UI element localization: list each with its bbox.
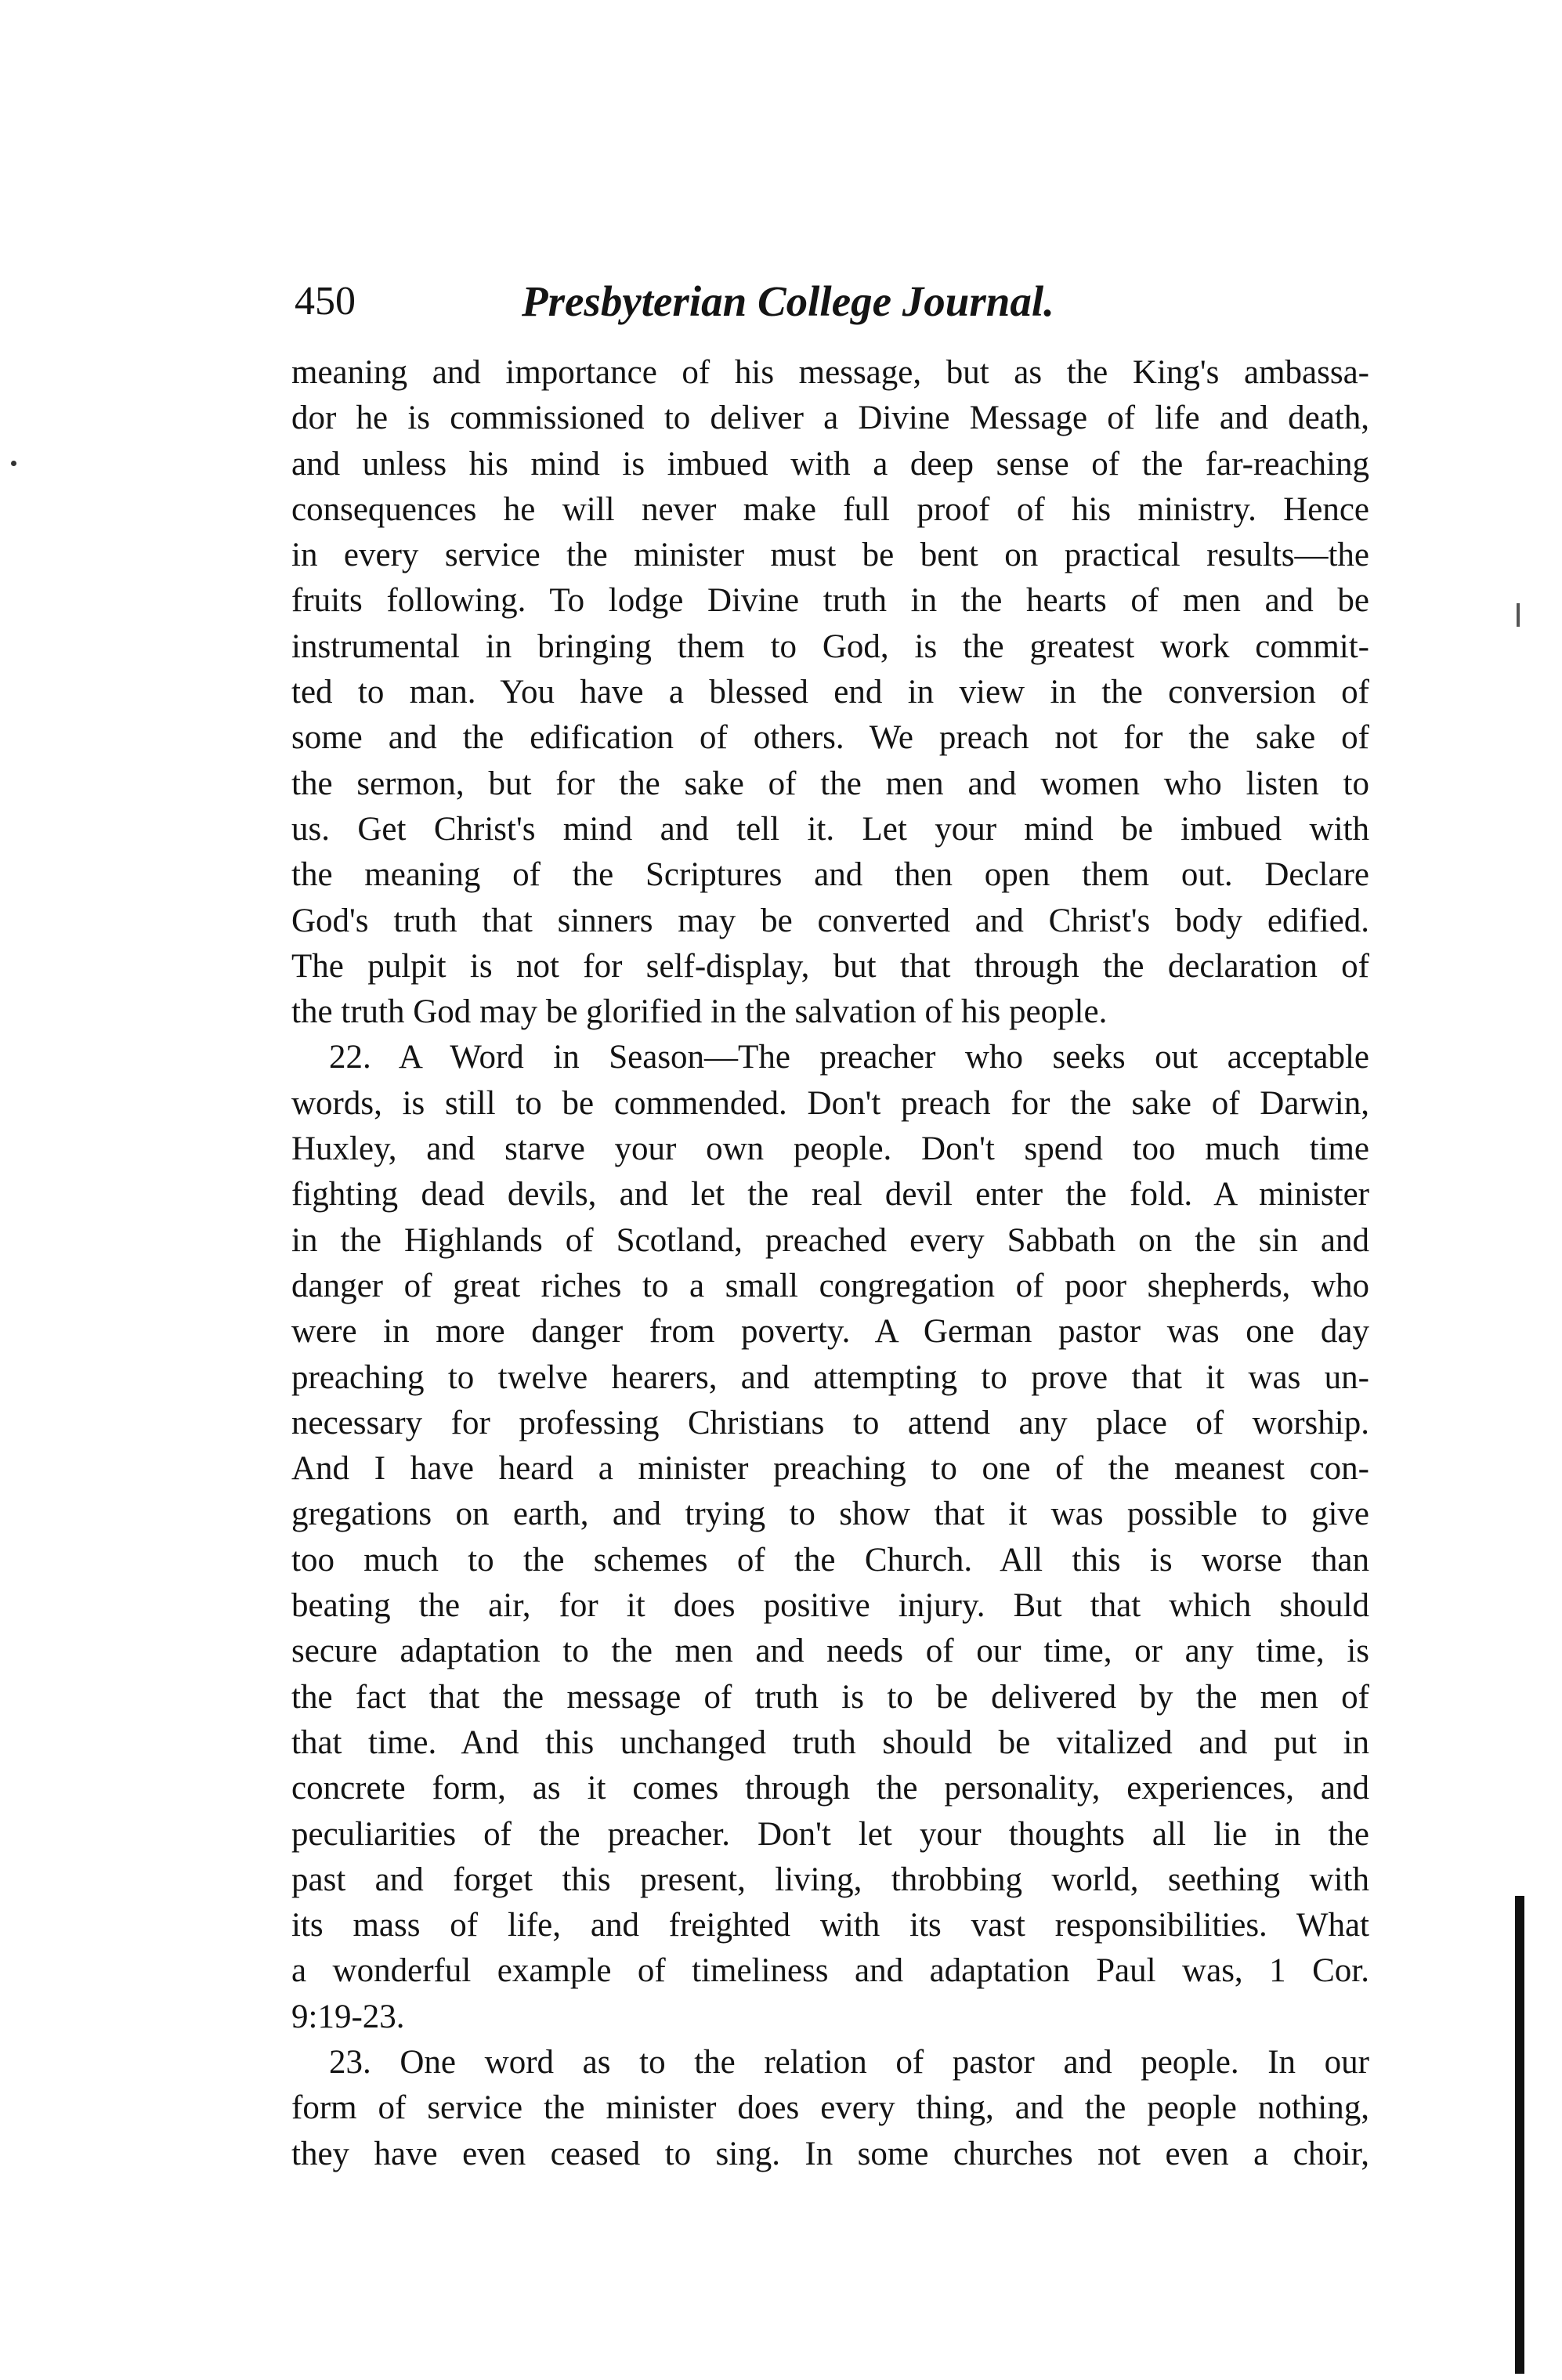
text-line: danger of great riches to a small congregation of poor shepherds, who	[291, 1267, 1369, 1304]
text-line: were in more danger from poverty. A German pastor was one day	[291, 1313, 1369, 1351]
text-line: some and the edification of others. We preach not for the sake of	[291, 719, 1369, 757]
text-line: the meaning of the Scriptures and then open them out. Declare	[291, 856, 1369, 894]
scan-edge-shadow	[1515, 1896, 1524, 2374]
text-line: a wonderful example of timeliness and adaptation Paul was, 1 Cor.	[291, 1952, 1369, 1990]
text-line: 9:19-23.	[291, 1998, 405, 2035]
text-line: that time. And this unchanged truth should be vitalized and put in	[291, 1724, 1369, 1761]
text-line: The pulpit is not for self-display, but that through the declaration of	[291, 947, 1369, 985]
text-line: meaning and importance of his message, but as the King's ambassa-	[291, 354, 1369, 391]
text-line: instrumental in bringing them to God, is the greatest work commit-	[291, 628, 1369, 665]
section-22-heading-line: 22. A Word in Season—The preacher who seeks out acceptable	[329, 1039, 1369, 1076]
text-line: past and forget this present, living, throbbing world, seething with	[291, 1861, 1369, 1898]
text-line: God's truth that sinners may be converted and Christ's body edified.	[291, 902, 1369, 939]
running-header	[295, 274, 1376, 329]
body-text	[291, 350, 1369, 2177]
text-line: the fact that the message of truth is to be delivered by the men of	[291, 1678, 1369, 1716]
text-line: Huxley, and starve your own people. Don't spend too much time	[291, 1130, 1369, 1168]
text-line: secure adaptation to the men and needs of our time, or any time, is	[291, 1633, 1369, 1670]
text-line: consequences he will never make full proof of his ministry. Hence	[291, 490, 1369, 528]
text-line: necessary for professing Christians to attend any place of worship.	[291, 1404, 1369, 1441]
text-line: preaching to twelve hearers, and attempting to prove that it was un-	[291, 1358, 1369, 1396]
page-number: 450	[295, 279, 356, 324]
text-line: fighting dead devils, and let the real devil enter the fold. A minister	[291, 1176, 1369, 1214]
text-line: they have even ceased to sing. In some churches not even a choir,	[291, 2135, 1369, 2172]
scan-edge-mark	[1517, 603, 1520, 627]
text-line: the sermon, but for the sake of the men and women who listen to	[291, 765, 1369, 802]
text-line: peculiarities of the preacher. Don't let your thoughts all lie in the	[291, 1815, 1369, 1853]
journal-title: Presbyterian College Journal.	[522, 277, 1054, 325]
text-line: gregations on earth, and trying to show that it was possible to give	[291, 1496, 1369, 1533]
text-line: words, is still to be commended. Don't preach for the sake of Darwin,	[291, 1084, 1369, 1122]
text-line: form of service the minister does every thing, and the people nothing,	[291, 2089, 1369, 2127]
text-line: concrete form, as it comes through the personality, experiences, and	[291, 1770, 1369, 1807]
text-line: beating the air, for it does positive injury. But that which should	[291, 1587, 1369, 1625]
text-line: and unless his mind is imbued with a deep sense of the far-reaching	[291, 445, 1369, 483]
text-line: ted to man. You have a blessed end in view in the conversion of	[291, 674, 1369, 711]
section-23-heading-line: 23. One word as to the relation of pastor and people. In our	[329, 2043, 1369, 2081]
text-line: dor he is commissioned to deliver a Divine Message of life and death,	[291, 400, 1369, 437]
text-line: us. Get Christ's mind and tell it. Let your mind be imbued with	[291, 810, 1369, 848]
text-line: in the Highlands of Scotland, preached every Sabbath on the sin and	[291, 1221, 1369, 1259]
text-line: too much to the schemes of the Church. All this is worse than	[291, 1541, 1369, 1579]
scan-speck	[11, 461, 16, 466]
text-line: fruits following. To lodge Divine truth in the hearts of men and be	[291, 582, 1369, 620]
text-line: the truth God may be glorified in the salvation of his people.	[291, 993, 1108, 1031]
text-line: in every service the minister must be bent on practical results—the	[291, 537, 1369, 574]
text-line: its mass of life, and freighted with its vast responsibilities. What	[291, 1907, 1369, 1944]
text-line: And I have heard a minister preaching to one of the meanest con-	[291, 1450, 1369, 1488]
